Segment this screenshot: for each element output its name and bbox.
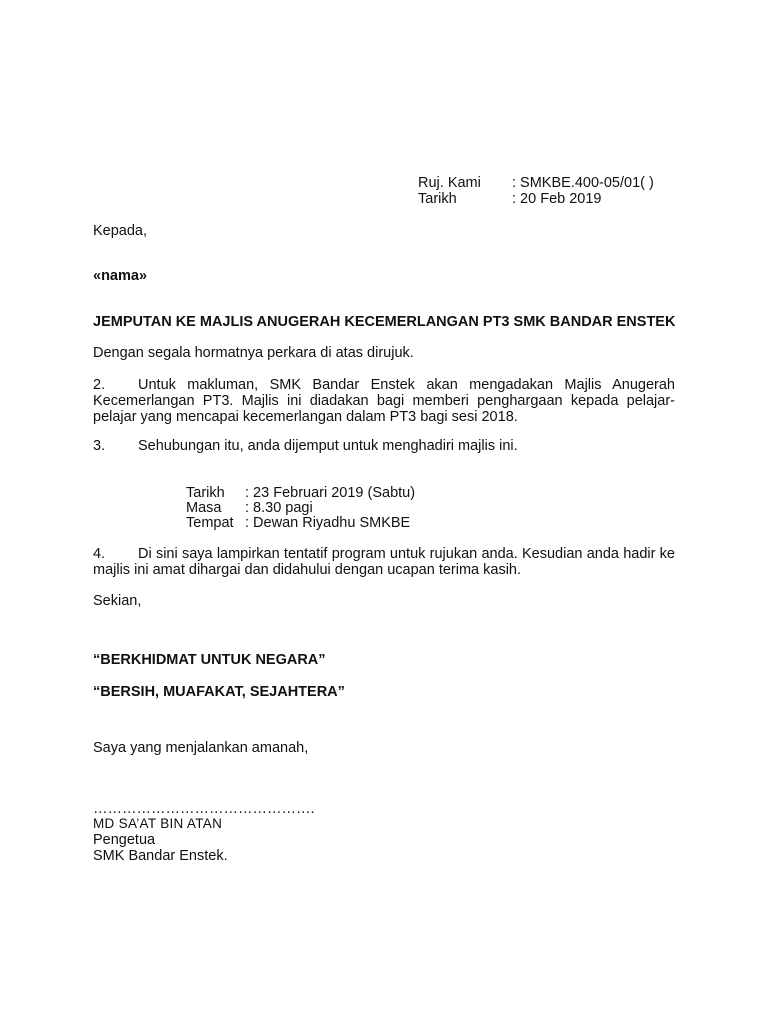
paragraph-3 bbox=[93, 438, 518, 454]
reference-tarikh bbox=[418, 191, 602, 207]
event-masa bbox=[186, 500, 313, 516]
opening-line: Dengan segala hormatnya perkara di atas dirujuk. bbox=[93, 345, 414, 361]
tarikh-label: Tarikh bbox=[418, 191, 457, 207]
paragraph-2-number: 2. bbox=[93, 377, 106, 393]
event-tarikh-value: : 23 Februari 2019 (Sabtu) bbox=[245, 485, 416, 501]
paragraph-4 bbox=[93, 546, 675, 578]
paragraph-3-text: Sehubungan itu, anda dijemput untuk menghadiri majlis ini. bbox=[138, 438, 518, 454]
motto-berkhidmat: “BERKHIDMAT UNTUK NEGARA” bbox=[93, 652, 326, 668]
event-tarikh-label: Tarikh bbox=[186, 485, 225, 501]
ruj-label: Ruj. Kami bbox=[418, 175, 481, 191]
signatory-school: SMK Bandar Enstek. bbox=[93, 848, 228, 864]
paragraph-2-text: Untuk makluman, SMK Bandar Enstek akan mengadakan Majlis Anugerah Kecemerlangan PT3. Majlis ini diadakan bagi memberi penghargaan kepada pelajar-pelajar yang mencapai kecemerlangan dalam PT3 bagi sesi 2018. bbox=[93, 377, 675, 425]
event-tarikh bbox=[186, 485, 415, 501]
motto-bersih: “BERSIH, MUAFAKAT, SEJAHTERA” bbox=[93, 684, 345, 700]
signatory-name: MD SA’AT BIN ATAN bbox=[93, 816, 223, 831]
sign-off: Saya yang menjalankan amanah, bbox=[93, 740, 309, 756]
paragraph-4-text: Di sini saya lampirkan tentatif program untuk rujukan anda. Kesudian anda hadir ke majlis ini amat dihargai dan didahului dengan ucapan terima kasih. bbox=[93, 546, 675, 578]
recipient-placeholder: «nama» bbox=[93, 268, 148, 284]
reference-ruj bbox=[418, 175, 654, 191]
signatory-title: Pengetua bbox=[93, 832, 156, 848]
event-tempat bbox=[186, 515, 410, 531]
closing: Sekian, bbox=[93, 593, 142, 609]
paragraph-2 bbox=[93, 377, 675, 425]
tarikh-value: : 20 Feb 2019 bbox=[512, 191, 602, 207]
signature-line: ………………………………………. bbox=[93, 801, 315, 817]
letter-subject: JEMPUTAN KE MAJLIS ANUGERAH KECEMERLANGAN PT3 SMK BANDAR ENSTEK bbox=[93, 314, 676, 330]
paragraph-4-number: 4. bbox=[93, 546, 106, 562]
event-masa-value: : 8.30 pagi bbox=[245, 500, 313, 516]
salutation: Kepada, bbox=[93, 223, 148, 239]
event-masa-label: Masa bbox=[186, 500, 222, 516]
paragraph-3-number: 3. bbox=[93, 438, 106, 454]
event-tempat-value: : Dewan Riyadhu SMKBE bbox=[245, 515, 411, 531]
event-tempat-label: Tempat bbox=[186, 515, 234, 531]
ruj-value: : SMKBE.400-05/01( ) bbox=[512, 175, 654, 191]
